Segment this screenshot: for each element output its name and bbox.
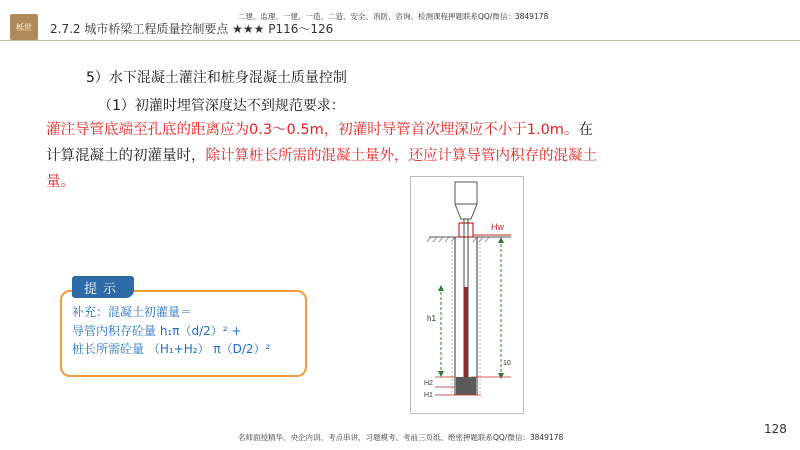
concrete-bottom xyxy=(456,377,476,395)
footer-text: 名师面授精华、央企内训、考点串讲、习题模考、考前三页纸、绝密押题联系QQ/微信：3849178 xyxy=(238,433,564,442)
section-subheading: （1）初灌时埋管深度达不到规范要求： xyxy=(98,98,345,114)
para-red-1: 灌注导管底端至孔底的距离应为0.3～0.5m，初灌时导管首次埋深应不小于1.0m。 xyxy=(46,122,579,138)
hw-label: Hw xyxy=(491,222,504,232)
dim-right-arrow-bottom xyxy=(498,373,504,379)
tip-label: 提示 xyxy=(72,276,134,298)
h1-label: h1 xyxy=(427,314,436,323)
logo: 栎世 xyxy=(10,14,38,40)
tip-line-3: 桩长所需砼量 （H₁+H₂） π（D/2）² xyxy=(72,342,271,356)
para-red-2: 除计算桩长所需的混凝土量外，还应计算导管内积存的混凝土量。 xyxy=(46,148,597,190)
top-banner: 二建、监理、一建、一造、二造、安全、消防、咨询、检测课程押题联系QQ/微信：3849178 xyxy=(238,12,549,21)
concrete-in-pipe xyxy=(464,287,468,379)
H2-label: H2 xyxy=(424,380,433,387)
ground-hatch xyxy=(427,237,489,242)
pile-diagram xyxy=(410,176,524,414)
dim-h1-arrow-bottom xyxy=(438,371,444,377)
pile-diagram-svg xyxy=(411,177,523,413)
page-title: 2.7.2 城市桥梁工程质量控制要点 ★★★ P116～126 xyxy=(50,22,334,36)
ten-label: 10 xyxy=(503,360,511,367)
hopper-top xyxy=(455,182,477,204)
tip-line-2: 导管内积存砼量 h₁π（d/2）² + xyxy=(72,323,242,338)
dim-h1-arrow-top xyxy=(438,285,444,291)
hopper-cone xyxy=(455,204,477,219)
tip-line-1: 补充：混凝土初灌量＝ xyxy=(72,305,193,319)
tip-text xyxy=(72,303,270,359)
casing-top xyxy=(459,223,473,237)
section-heading: 5）水下混凝土灌注和桩身混凝土质量控制 xyxy=(86,70,347,86)
para-black: 在计算混凝土的初灌量时， xyxy=(46,122,593,164)
dim-right-arrow-top xyxy=(498,237,504,243)
H1-label: H1 xyxy=(424,392,433,399)
page-number: 128 xyxy=(764,422,787,436)
header-divider xyxy=(0,40,800,41)
